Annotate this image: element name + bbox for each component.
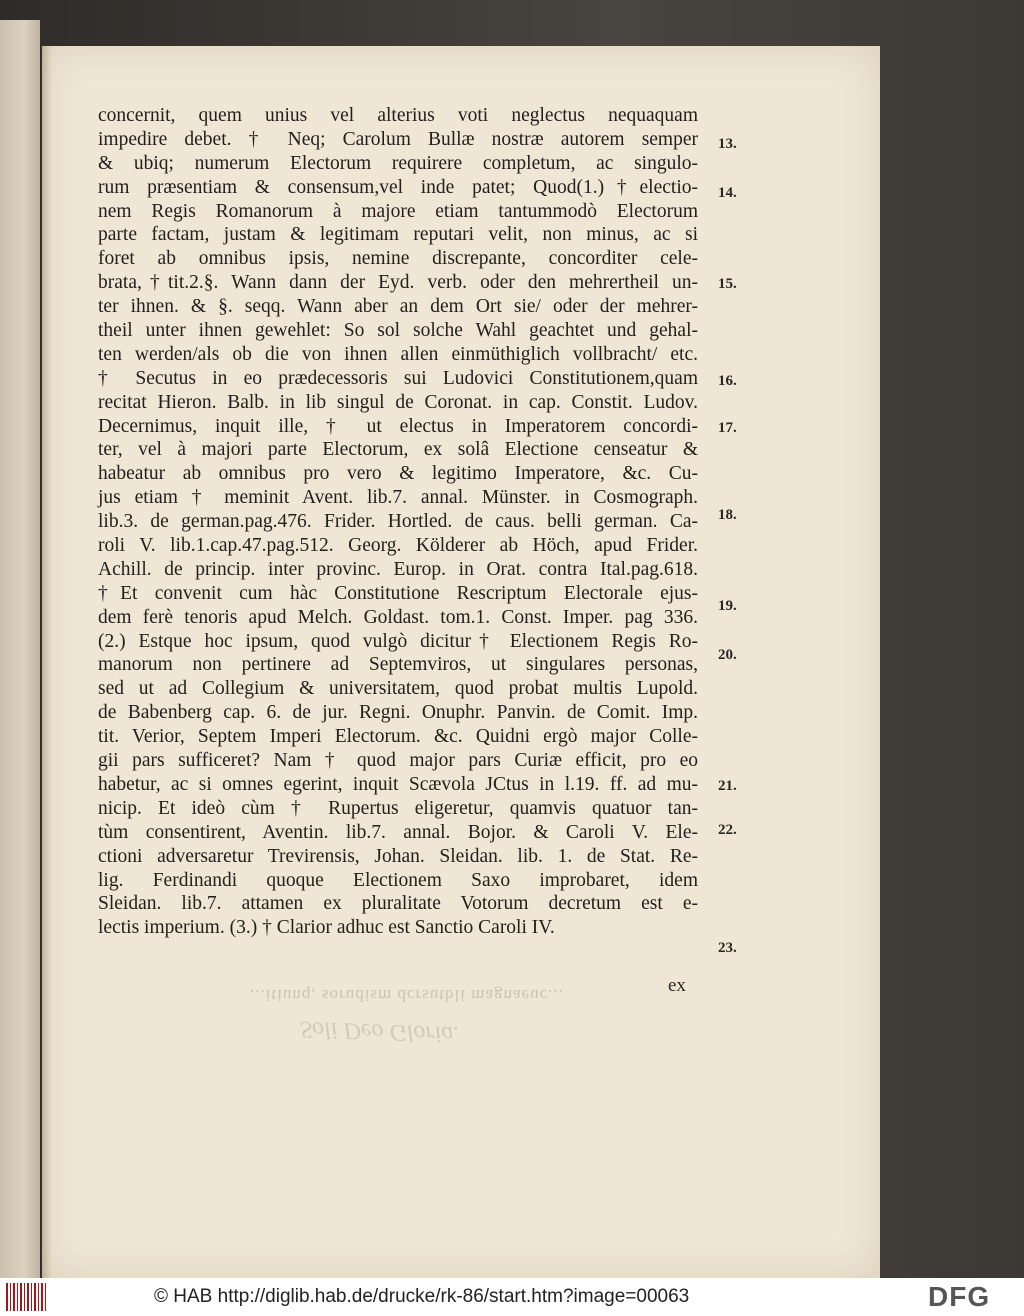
- margin-number: 16.: [718, 373, 737, 389]
- catchword: ex: [668, 975, 686, 996]
- margin-number: 14.: [718, 185, 737, 201]
- margin-number: 23.: [718, 940, 737, 956]
- text-line: lib.3. de german.pag.476. Frider. Hortled. de caus. belli german. Ca-: [98, 511, 698, 533]
- footer-bar: [0, 1278, 1024, 1316]
- text-line: habeatur ab omnibus pro vero & legitimo Imperatore, &c. Cu-: [98, 463, 698, 485]
- text-line: de Babenberg cap. 6. de jur. Regni. Onuphr. Panvin. de Comit. Imp.: [98, 702, 698, 724]
- text-line: theil unter ihnen gewehlet: So sol solche Wahl geachtet und gehal-: [98, 320, 698, 342]
- text-line: concernit, quem unius vel alterius voti neglectus nequaquam: [98, 105, 698, 126]
- margin-number: 17.: [718, 420, 737, 436]
- text-line: roli V. lib.1.cap.47.pag.512. Georg. Kölderer ab Höch, apud Frider.: [98, 535, 698, 557]
- text-line: ter, vel à majori parte Electorum, ex solâ Electione censeatur &: [98, 439, 698, 461]
- text-line: Achill. de princip. inter provinc. Europ. in Orat. contra Ital.pag.618.: [98, 558, 698, 580]
- dfg-logo: DFG: [928, 1281, 991, 1312]
- text-line: gii pars sufficeret? Nam † quod major pars Curiæ efficit, pro eo: [98, 750, 698, 772]
- bleed-through-text: ...itiunq, sorudism dcrsutbli magnaeuc...: [250, 986, 564, 1005]
- text-line: † Secutus in eo prædecessoris sui Ludovici Constitutionem,quam: [98, 367, 698, 389]
- text-line: impedire debet. † Neq; Carolum Bullæ nostræ autorem semper: [98, 128, 698, 150]
- previous-page-edge: [0, 20, 40, 1278]
- text-line: †Et convenit cum hàc Constitutione Rescriptum Electorale ejus-: [98, 582, 698, 604]
- margin-number: 20.: [718, 647, 737, 663]
- text-line: parte factam, justam & legitimam reputari velit, non minus, ac si: [98, 224, 698, 246]
- text-line: recitat Hieron. Balb. in lib singul de Coronat. in cap. Constit. Ludov.: [98, 391, 698, 413]
- text-line: lig. Ferdinandi quoque Electionem Saxo improbaret, idem: [98, 869, 698, 891]
- margin-number: 19.: [718, 598, 737, 614]
- hab-barcode-logo: [6, 1283, 46, 1311]
- text-line: manorum non pertinere ad Septemviros, ut singulares personas,: [98, 654, 698, 676]
- text-line: sed ut ad Collegium & universitatem, quod probat multis Lupold.: [98, 678, 698, 700]
- margin-number: 21.: [718, 778, 737, 794]
- text-line: ten werden/als ob die von ihnen allen einmüthiglich vollbracht/ etc.: [98, 343, 698, 365]
- margin-number: 13.: [718, 136, 737, 152]
- bleed-through-motto: Soli Deo Gloria.: [299, 1015, 460, 1048]
- margin-number: 15.: [718, 276, 737, 292]
- text-line: Decernimus, inquit ille, † ut electus in Imperatorem concordi-: [98, 415, 698, 437]
- text-line: lectis imperium. (3.) † Clarior adhuc est Sanctio Caroli IV.: [98, 917, 555, 939]
- text-line: rum præsentiam & consensum,vel inde patet; Quod(1.)†electio-: [98, 176, 698, 198]
- text-line: jus etiam † meminit Avent. lib.7. annal. Münster. in Cosmograph.: [98, 487, 698, 509]
- text-line: nem Regis Romanorum à majore etiam tantummodò Electorum: [98, 200, 698, 222]
- margin-number: 22.: [718, 822, 737, 838]
- text-line: tit. Verior, Septem Imperi Electorum. &c. Quidni ergò major Colle-: [98, 726, 698, 748]
- text-line: (2.) Estque hoc ipsum, quod vulgò dicitur† Electionem Regis Ro-: [98, 630, 698, 652]
- page-text-block: [98, 104, 698, 940]
- text-line: ter ihnen. & §. seqq. Wann aber an dem Ort sie/ oder der mehrer-: [98, 296, 698, 318]
- text-line: dem ferè tenoris apud Melch. Goldast. tom.1. Const. Imper. pag 336.: [98, 606, 698, 628]
- text-line: ctioni adversaretur Trevirensis, Johan. Sleidan. lib. 1. de Stat. Re-: [98, 845, 698, 867]
- copyright-url[interactable]: © HAB http://diglib.hab.de/drucke/rk-86/start.htm?image=00063: [154, 1286, 690, 1307]
- text-line: habetur, ac si omnes egerint, inquit Scævola JCtus in l.19. ff. ad mu-: [98, 773, 698, 795]
- page-fold-shadow: [42, 46, 52, 1278]
- text-line: & ubiq; numerum Electorum requirere completum, ac singulo-: [98, 152, 698, 174]
- text-line: tùm consentirent, Aventin. lib.7. annal. Bojor. & Caroli V. Ele-: [98, 821, 698, 843]
- margin-number: 18.: [718, 507, 737, 523]
- text-line: foret ab omnibus ipsis, nemine discrepante, concorditer cele-: [98, 248, 698, 270]
- text-line: nicip. Et ideò cùm † Rupertus eligeretur, quamvis quatuor tan-: [98, 797, 698, 819]
- text-line: brata,†tit.2.§. Wann dann der Eyd. verb. oder den mehrertheil un-: [98, 272, 698, 294]
- text-line: Sleidan. lib.7. attamen ex pluralitate Votorum decretum est e-: [98, 893, 698, 915]
